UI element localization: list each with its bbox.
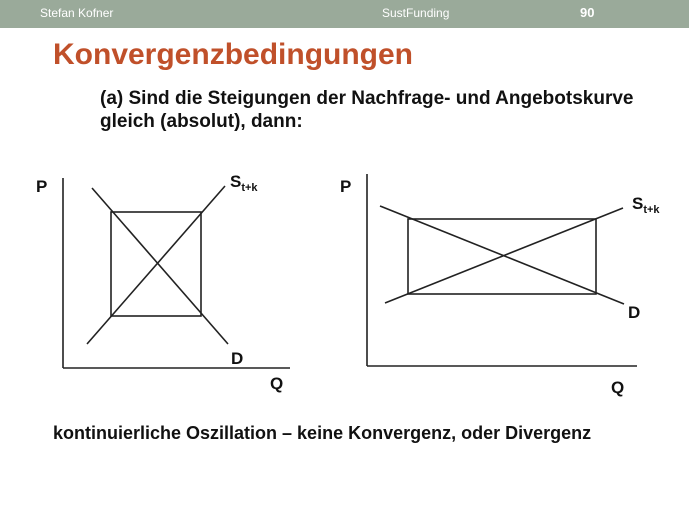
- right-axis-y-label: P: [340, 177, 352, 196]
- header-page-number: 90: [580, 5, 595, 20]
- header-course: SustFunding: [382, 6, 450, 20]
- slide-subtitle: (a) Sind die Steigungen der Nachfrage- und Angebotskurve gleich (absolut), dann:: [100, 88, 634, 132]
- left-supply-curve: [87, 186, 225, 344]
- diagram-right: [367, 174, 637, 366]
- left-demand-label: D: [231, 349, 244, 368]
- slide-footer-conclusion: kontinuierliche Oszillation – keine Konvergenz, oder Divergenz: [53, 423, 592, 443]
- diagram-left: [63, 178, 290, 368]
- header-author: Stefan Kofner: [40, 6, 114, 20]
- right-demand-label: D: [628, 303, 641, 322]
- left-axis-y-label: P: [36, 177, 48, 196]
- right-axis-x-label: Q: [611, 378, 625, 397]
- left-supply-label: $S_{t+k}$: [230, 172, 258, 194]
- slide-title: Konvergenzbedingungen: [53, 38, 413, 71]
- right-demand-curve: [380, 206, 624, 304]
- right-supply-label: $S_{t+k}$: [632, 194, 660, 216]
- left-axis-x-label: Q: [270, 374, 284, 393]
